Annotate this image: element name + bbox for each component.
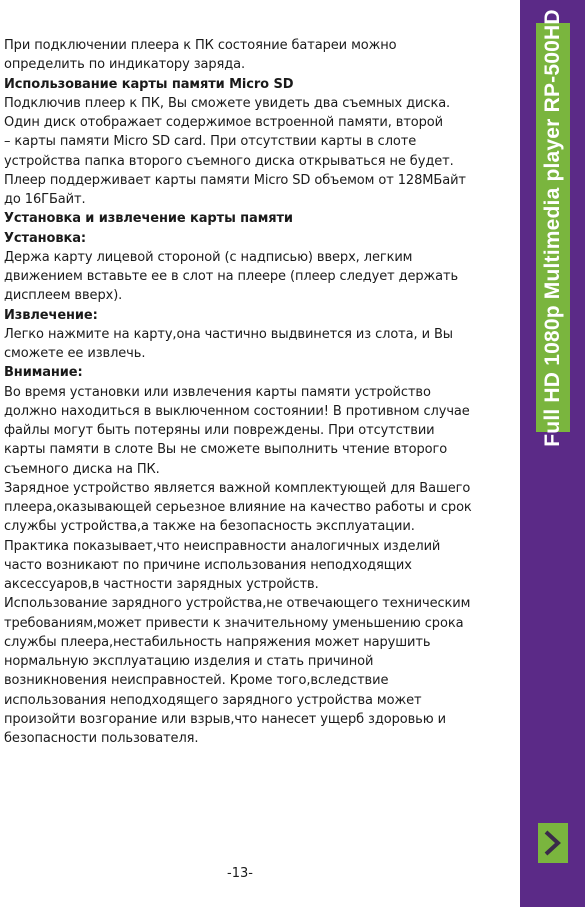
text-line: до 16ГБайт. bbox=[4, 192, 86, 207]
text-line: использования неподходящего зарядного устройства может bbox=[4, 692, 422, 708]
text-line: – карты памяти Micro SD card. При отсутствии карты в слоте bbox=[4, 134, 417, 150]
text-line: Использование зарядного устройства,не отвечающего техническим bbox=[4, 596, 471, 612]
text-line: Зарядное устройство является важной комплектующей для Вашего bbox=[4, 480, 471, 496]
section-heading: Установка: bbox=[4, 230, 86, 246]
text-line: нормальную эксплуатацию изделия и стать причиной bbox=[4, 654, 374, 669]
text-line: карты памяти в слоте Вы не сможете выполнить чтение второго bbox=[4, 442, 448, 458]
text-line: Практика показывает,что неисправности аналогичных изделий bbox=[4, 538, 441, 554]
text-line: произойти возгорание или взрыв,что нанесет ущерб здоровью и bbox=[4, 711, 446, 727]
sidebar bbox=[520, 0, 585, 907]
text-line: устройства папка второго съемного диска открываться не будет. bbox=[4, 153, 454, 169]
text-line: безопасности пользователя. bbox=[4, 731, 199, 746]
text-line: сможете ее извлечь. bbox=[4, 346, 146, 361]
text-line: Держа карту лицевой стороной (с надписью) вверх, легким bbox=[4, 249, 413, 265]
document-body bbox=[4, 36, 509, 748]
text-line: плеера,оказывающей серьезное влияние на качество работы и срок bbox=[4, 500, 472, 515]
section-heading: Использование карты памяти Micro SD bbox=[4, 76, 294, 92]
text-line: дисплеем вверх). bbox=[4, 288, 123, 304]
text-line: съемного диска на ПК. bbox=[4, 461, 160, 477]
text-line: требованиям,может привести к значительному уменьшению срока bbox=[4, 615, 464, 631]
text-line: Подключив плеер к ПК, Вы сможете увидеть два съемных диска. bbox=[4, 95, 451, 111]
text-line: Один диск отображает содержимое встроенной памяти, второй bbox=[4, 115, 443, 130]
text-line: аксессуаров,в частности зарядных устройств. bbox=[4, 577, 319, 592]
text-line: должно находиться в выключенном состоянии! В противном случае bbox=[4, 403, 470, 419]
next-page-button[interactable] bbox=[538, 823, 568, 863]
text-line: службы плеера,нестабильность напряжения может нарушить bbox=[4, 634, 431, 650]
section-heading: Внимание: bbox=[4, 365, 83, 381]
section-heading: Извлечение: bbox=[4, 307, 98, 323]
text-line: Легко нажмите на карту,она частично выдвинется из слота, и Вы bbox=[4, 326, 453, 342]
text-line: определить по индикатору заряда. bbox=[4, 57, 246, 73]
text-line: службы устройства,а также на безопасность эксплуатации. bbox=[4, 519, 415, 535]
sidebar-title-band bbox=[536, 8, 570, 447]
text-line: Во время установки или извлечения карты памяти устройство bbox=[4, 384, 431, 400]
section-heading: Установка и извлечение карты памяти bbox=[4, 211, 293, 227]
text-line: движением вставьте ее в слот на плеере (плеер следует держать bbox=[4, 269, 459, 284]
chevron-right-icon bbox=[538, 823, 568, 863]
text-line: файлы могут быть потеряны или повреждены. При отсутствии bbox=[4, 423, 435, 438]
product-title: Full HD 1080p Multimedia player RP-500HD bbox=[540, 8, 564, 447]
text-line: При подключении плеера к ПК состояние батареи можно bbox=[4, 38, 397, 53]
text-line: возникновения неисправностей. Кроме того,вследствие bbox=[4, 673, 389, 689]
text-line: Плеер поддерживает карты памяти Micro SD объемом от 128МБайт bbox=[4, 172, 466, 188]
page-number: -13- bbox=[227, 866, 253, 881]
text-line: часто возникают по причине использования неподходящих bbox=[4, 557, 412, 573]
